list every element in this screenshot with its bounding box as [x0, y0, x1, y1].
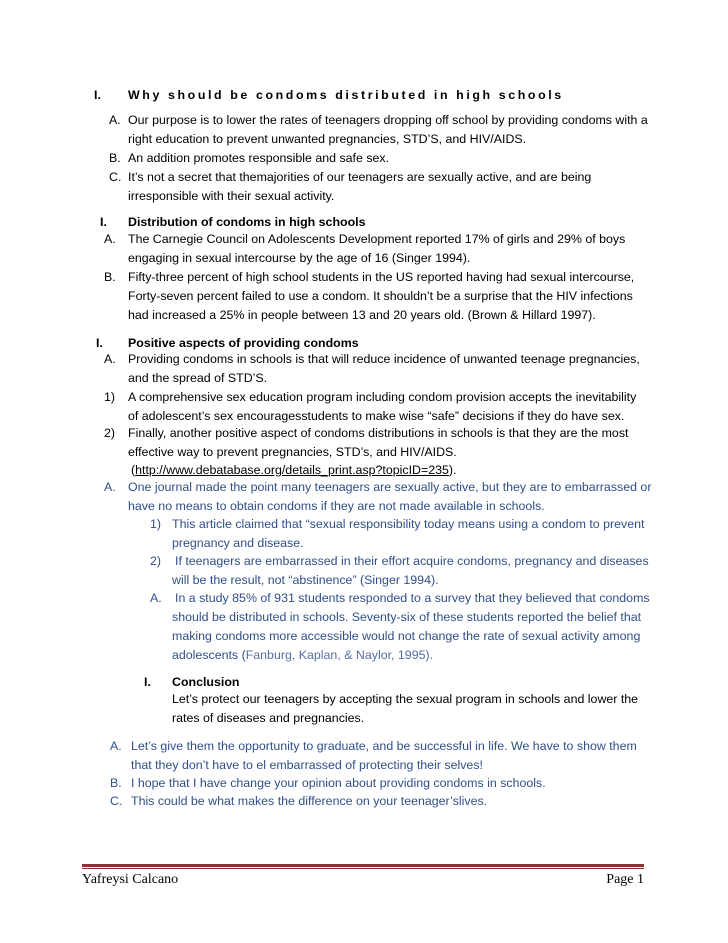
section3-sub-2-line2: will be the result, not “abstinence” (Singer 1994).	[172, 573, 439, 587]
section3-sub-a-line1: In a study 85% of 931 students responded to a survey that they believed that condoms	[175, 591, 650, 605]
conclusion-line2: rates of diseases and pregnancies.	[172, 711, 365, 725]
section1-item-b-label: B.	[109, 151, 121, 165]
footer-rule-thin	[82, 868, 644, 869]
section3-sub-a-line3: making condoms more accessible would not change the rate of sexual activity among	[172, 629, 641, 643]
conclusion-number: I.	[144, 675, 151, 689]
section1-item-c-line1: It’s not a secret that themajorities of our teenagers are sexually active, and are being	[128, 170, 592, 184]
section3-number: I.	[96, 336, 103, 350]
section3-item-1-line2: of adolescent’s sex encouragesstudents to make wise “safe” decisions if they do have sex.	[128, 409, 625, 423]
section3-item-2-line2: effective way to prevent pregnancies, STD’s, and HIV/AIDS.	[128, 445, 457, 459]
section3-sub-a-line2: should be distributed in schools. Seventy-six of these students reported the belief that	[172, 610, 642, 624]
conclusion-item-c-label: C.	[110, 794, 123, 808]
section3-item-a-line2: and the spread of STD’S.	[128, 371, 268, 385]
section3-item-a-label: A.	[104, 352, 116, 366]
section1-heading: Why should be condoms distributed in high schools	[128, 88, 564, 102]
conclusion-item-b-line1: I hope that I have change your opinion about providing condoms in schools.	[131, 776, 546, 790]
section3-sub-2-line1: If teenagers are embarrassed in their effort acquire condoms, pregnancy and diseases	[175, 554, 649, 568]
section1-item-c-label: C.	[109, 170, 122, 184]
section3-sub-1-line1: This article claimed that “sexual responsibility today means using a condom to prevent	[172, 517, 645, 531]
footer-page-number: Page 1	[606, 872, 644, 887]
section3-sub-a-line4: adolescents (Fanburg, Kaplan, & Naylor, 1995).	[172, 648, 434, 662]
section2-item-b-line1: Fifty-three percent of high school students in the US reported having had sexual intercourse,	[128, 270, 635, 284]
source-link[interactable]: http://www.debatabase.org/details_print.asp?topicID=235	[135, 463, 449, 477]
section1-item-b-line1: An addition promotes responsible and safe sex.	[128, 151, 390, 165]
section2-item-a-line2: engaging in sexual intercourse by the age of 16 (Singer 1994).	[128, 251, 471, 265]
section1-number: I.	[94, 88, 101, 102]
section2-item-b-line2: Forty-seven percent failed to use a condom. It shouldn’t be a surprise that the HIV infections	[128, 289, 633, 303]
section3-sub-2-label: 2)	[150, 554, 162, 568]
section3-item-2-line1: Finally, another positive aspect of condoms distributions in schools is that they are the most	[128, 426, 629, 440]
section1-item-a-label: A.	[109, 113, 121, 127]
section2-item-a-label: A.	[104, 232, 116, 246]
section3-item-1-label: 1)	[104, 390, 116, 404]
section2-number: I.	[100, 215, 107, 229]
section1-item-a-line2: right education to prevent unwanted pregnancies, STD’S, and HIV/AIDS.	[128, 132, 527, 146]
section1-item-a-line1: Our purpose is to lower the rates of teenagers dropping off school by providing condoms with a	[128, 113, 648, 127]
section3-item-1-line1: A comprehensive sex education program including condom provision accepts the inevitability	[128, 390, 637, 404]
section3-heading: Positive aspects of providing condoms	[128, 336, 359, 350]
section1-item-c-line2: irresponsible with their sexual activity.	[128, 189, 335, 203]
section2-item-b-line3: had increased a 25% in people between 13 and 20 years old. (Brown & Hillard 1997).	[128, 308, 596, 322]
conclusion-line1: Let’s protect our teenagers by accepting the sexual program in schools and lower the	[172, 692, 639, 706]
section3-sub-1-line2: pregnancy and disease.	[172, 536, 304, 550]
conclusion-item-a-line2: that they don’t have to el embarrassed of protecting their selves!	[131, 758, 483, 772]
conclusion-item-b-label: B.	[110, 776, 122, 790]
conclusion-item-a-line1: Let’s give them the opportunity to graduate, and be successful in life. We have to show them	[131, 739, 637, 753]
footer-rule-thick	[82, 864, 644, 867]
conclusion-heading: Conclusion	[172, 675, 240, 689]
section2-heading: Distribution of condoms in high schools	[128, 215, 366, 229]
section3-item-2-label: 2)	[104, 426, 116, 440]
footer-author: Yafreysi Calcano	[82, 872, 179, 887]
source-citation: (http://www.debatabase.org/details_print.asp?topicID=235).	[131, 463, 457, 477]
section3-sub-1-label: 1)	[150, 517, 162, 531]
section2-item-b-label: B.	[104, 270, 116, 284]
conclusion-item-c-line1: This could be what makes the difference on your teenager’slives.	[131, 794, 488, 808]
section2-item-a-line1: The Carnegie Council on Adolescents Development reported 17% of girls and 29% of boys	[128, 232, 626, 246]
section3-item-a2-label: A.	[104, 480, 116, 494]
section3-sub-a-label: A.	[150, 591, 162, 605]
conclusion-item-a-label: A.	[110, 739, 122, 753]
section3-item-a2-line2: have no means to obtain condoms if they are not made available in schools.	[128, 499, 545, 513]
section3-item-a2-line1: One journal made the point many teenagers are sexually active, but they are to embarrassed or	[128, 480, 652, 494]
section3-item-a-line1: Providing condoms in schools is that will reduce incidence of unwanted teenage pregnancies,	[128, 352, 640, 366]
